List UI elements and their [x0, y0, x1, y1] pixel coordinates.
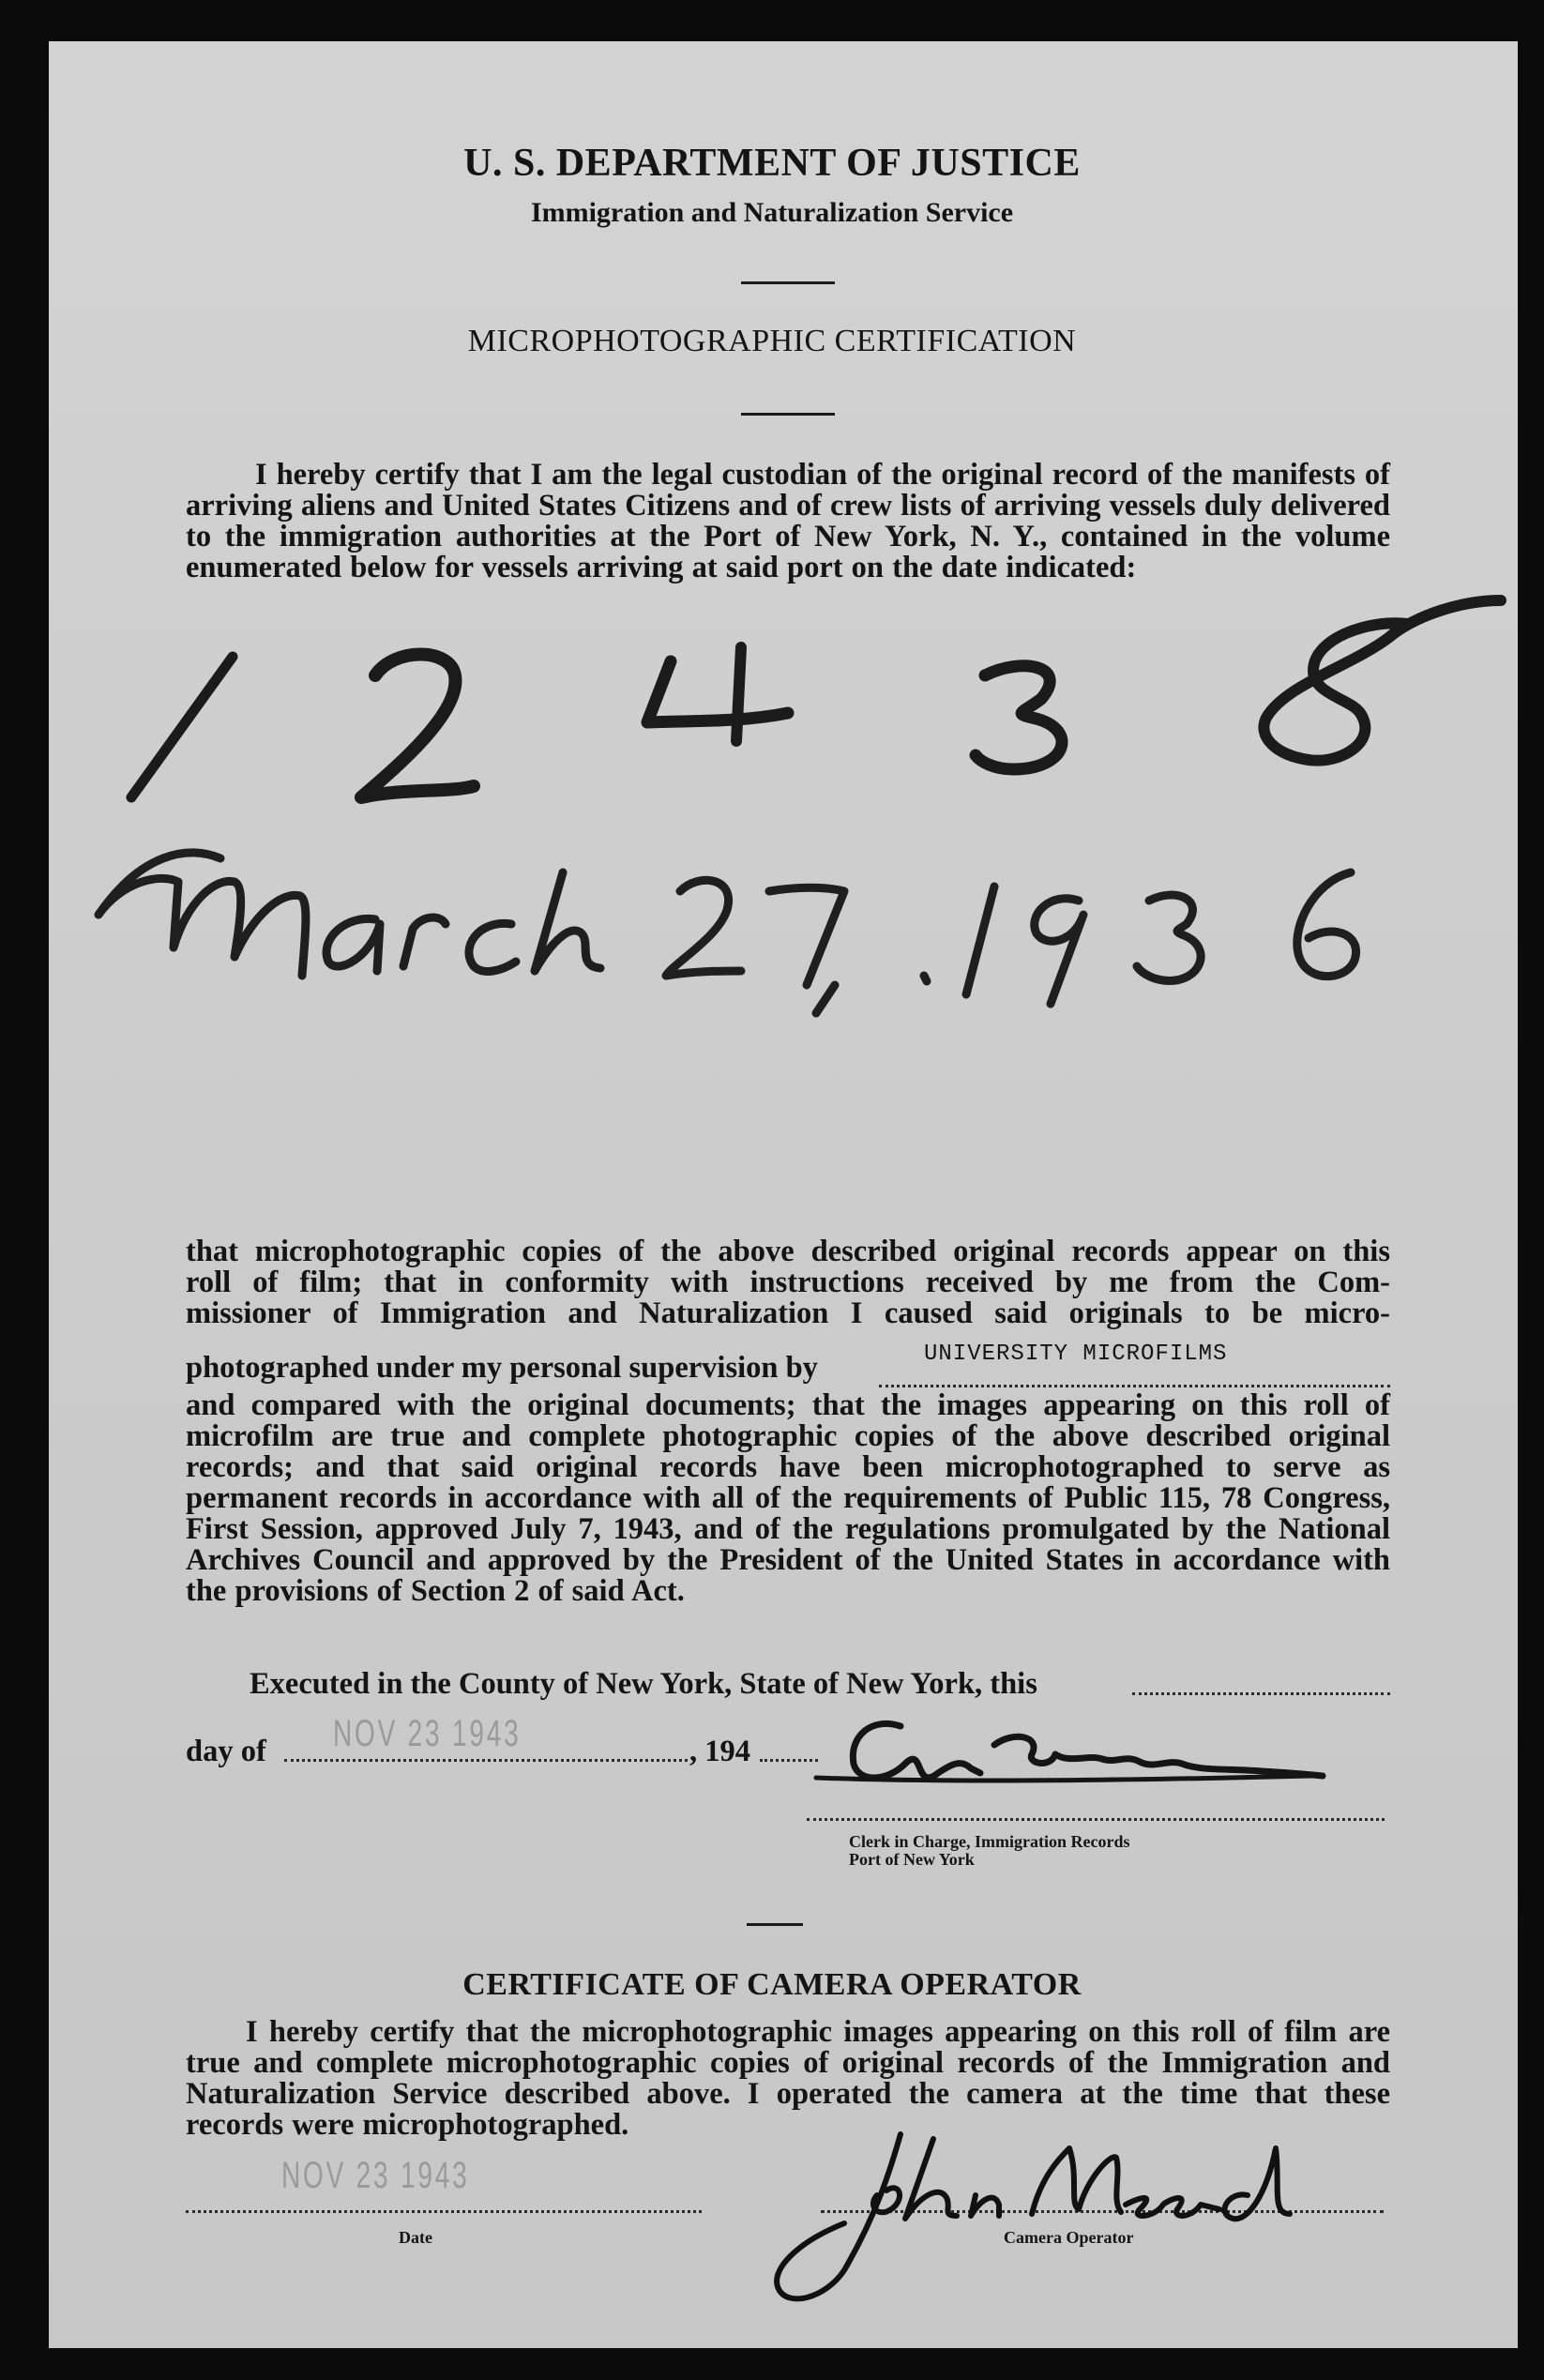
photographed-by-value: UNIVERSITY MICROFILMS [924, 1342, 1228, 1367]
operator-label: Camera Operator [1004, 2228, 1134, 2247]
form-title: MICROPHOTOGRAPHIC CERTIFICATION [467, 324, 1077, 358]
camera-operator-title: CERTIFICATE OF CAMERA OPERATOR [462, 1967, 1082, 2002]
year-prefix: , 194 [689, 1735, 750, 1768]
certification-body-rest: and compared with the original documents; that the images appearing on this roll of microfilm are true and complete photographic copies of the above described original records; and that said original records have been microphotographed to serve as permanent records in accordance with all of the requirements of Public 115, 78 Congress, First Session, approved July 7, 1943, and of the regulations promulgated by the National Archives Council and approved by the President of the United States in accordance with the provisions of Section 2 of said Act. [186, 1388, 1390, 1608]
certification-body-start [186, 1236, 1390, 1329]
operator-signature-line [821, 2205, 1384, 2213]
divider [741, 281, 835, 284]
photographed-by-label: photographed under my personal supervision by [186, 1351, 818, 1385]
divider [747, 1923, 803, 1926]
operator-date-label: Date [399, 2228, 432, 2247]
department-heading: U. S. DEPARTMENT OF JUSTICE [463, 142, 1081, 185]
body-line: that microphotographic copies of the above described original records appear on this [186, 1235, 1390, 1268]
executed-in-label: Executed in the County of New York, State of New York, this [250, 1667, 1037, 1701]
operator-date-line [186, 2205, 702, 2213]
year-field [760, 1742, 818, 1762]
camera-operator-text: I hereby certify that the microphotographic images appearing on this roll of film are true and complete microphotographic copies of original records of the Immigration and Naturalization Service described above. I operated the camera at the time that these records were microphotographed. [186, 2015, 1390, 2142]
divider [741, 413, 835, 416]
day-of-label: day of [186, 1735, 266, 1768]
clerk-signature-line [807, 1812, 1385, 1821]
body-line: missioner of Immigration and Naturalization I caused said originals to be micro- [186, 1296, 1390, 1330]
operator-date-stamp: NOV 23 1943 [281, 2155, 470, 2196]
certification-intro: I hereby certify that I am the legal custodian of the original record of the manifests of arriving aliens and United States Citizens and of crew lists of arriving vessels duly delivered to the immigration authorities at the Port of New York, N. Y., contained in the volume enumerated below for vessels arriving at said port on the date indicated: [186, 458, 1390, 584]
date-stamp: NOV 23 1943 [333, 1713, 522, 1754]
executed-day-field [1132, 1675, 1390, 1695]
body-line: roll of film; that in conformity with instructions received by me from the Com- [186, 1266, 1390, 1299]
clerk-port: Port of New York [849, 1850, 975, 1869]
clerk-title: Clerk in Charge, Immigration Records [849, 1832, 1130, 1851]
service-subheading: Immigration and Naturalization Service [530, 197, 1014, 228]
